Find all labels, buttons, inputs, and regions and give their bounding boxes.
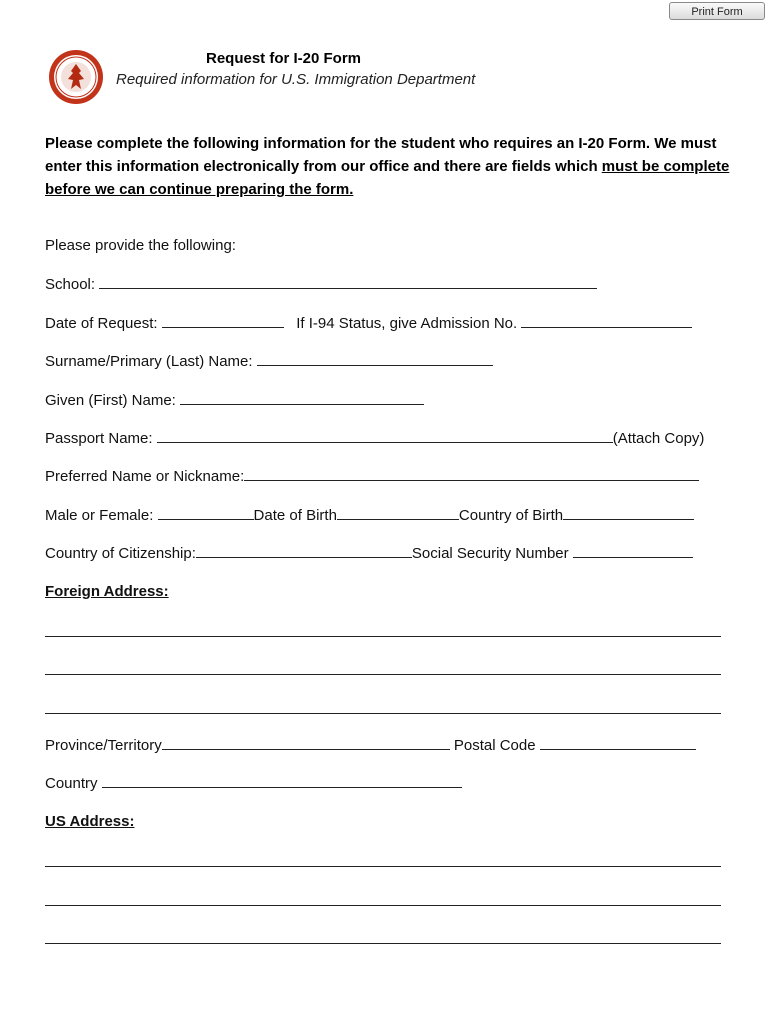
form-title: Request for I-20 Form [206,50,362,67]
citizenship-label: Country of Citizenship: [45,545,196,562]
preferred-name-label: Preferred Name or Nickname: [45,468,245,485]
surname-field[interactable] [257,351,493,366]
preferred-name-field[interactable] [244,466,699,481]
school-row [45,274,597,295]
i94-label: If I-94 Status, give Admission No. [296,315,522,332]
school-field[interactable] [99,274,597,289]
passport-name-field[interactable] [157,428,613,443]
ssn-label: Social Security Number [411,545,573,562]
given-name-row [45,390,424,411]
foreign-address-line-1[interactable] [45,636,721,637]
university-seal-icon [48,49,104,105]
dob-label: Date of Birth [253,507,337,524]
province-label: Province/Territory [45,737,162,754]
given-name-label: Given (First) Name: [45,392,181,409]
instructions-required-text: must be complete before we can continue preparing the form. [45,158,730,198]
foreign-address-line-2[interactable] [45,674,721,675]
province-row [45,735,696,756]
surname-row [45,351,493,372]
province-field[interactable] [162,735,450,750]
us-address-line-3[interactable] [45,943,721,944]
form-subtitle: Required information for U.S. Immigration Department [116,71,476,88]
instructions-text: Please complete the following information for the student who requires an I-20 Form. We must enter this information electronically from our office and there are fields which [45,135,717,175]
postal-code-label: Postal Code [449,737,540,754]
country-row [45,773,462,794]
foreign-address-heading: Foreign Address: [45,583,169,600]
gender-dob-row [45,505,694,526]
request-row [45,313,692,334]
gender-field[interactable] [158,505,254,520]
gender-label: Male or Female: [45,507,158,524]
attach-copy-note: (Attach Copy) [612,430,705,447]
passport-name-label: Passport Name: [45,430,157,447]
instructions [45,132,730,201]
us-address-line-1[interactable] [45,866,721,867]
preferred-name-row [45,466,699,487]
country-label: Country [45,775,102,792]
us-address-line-2[interactable] [45,905,721,906]
passport-row [45,428,704,449]
foreign-address-line-3[interactable] [45,713,721,714]
school-label: School: [45,276,100,293]
given-name-field[interactable] [180,390,424,405]
country-of-birth-label: Country of Birth [458,507,564,524]
dob-field[interactable] [337,505,459,520]
provide-prompt: Please provide the following: [45,237,236,254]
citizenship-row [45,543,693,564]
surname-label: Surname/Primary (Last) Name: [45,353,257,370]
citizenship-field[interactable] [196,543,412,558]
country-field[interactable] [102,773,462,788]
country-of-birth-field[interactable] [563,505,694,520]
admission-number-field[interactable] [521,313,692,328]
ssn-field[interactable] [573,543,693,558]
date-of-request-field[interactable] [162,313,284,328]
us-address-heading: US Address: [45,813,135,830]
date-of-request-label: Date of Request: [45,315,162,332]
postal-code-field[interactable] [540,735,696,750]
print-form-button[interactable]: Print Form [669,2,765,20]
